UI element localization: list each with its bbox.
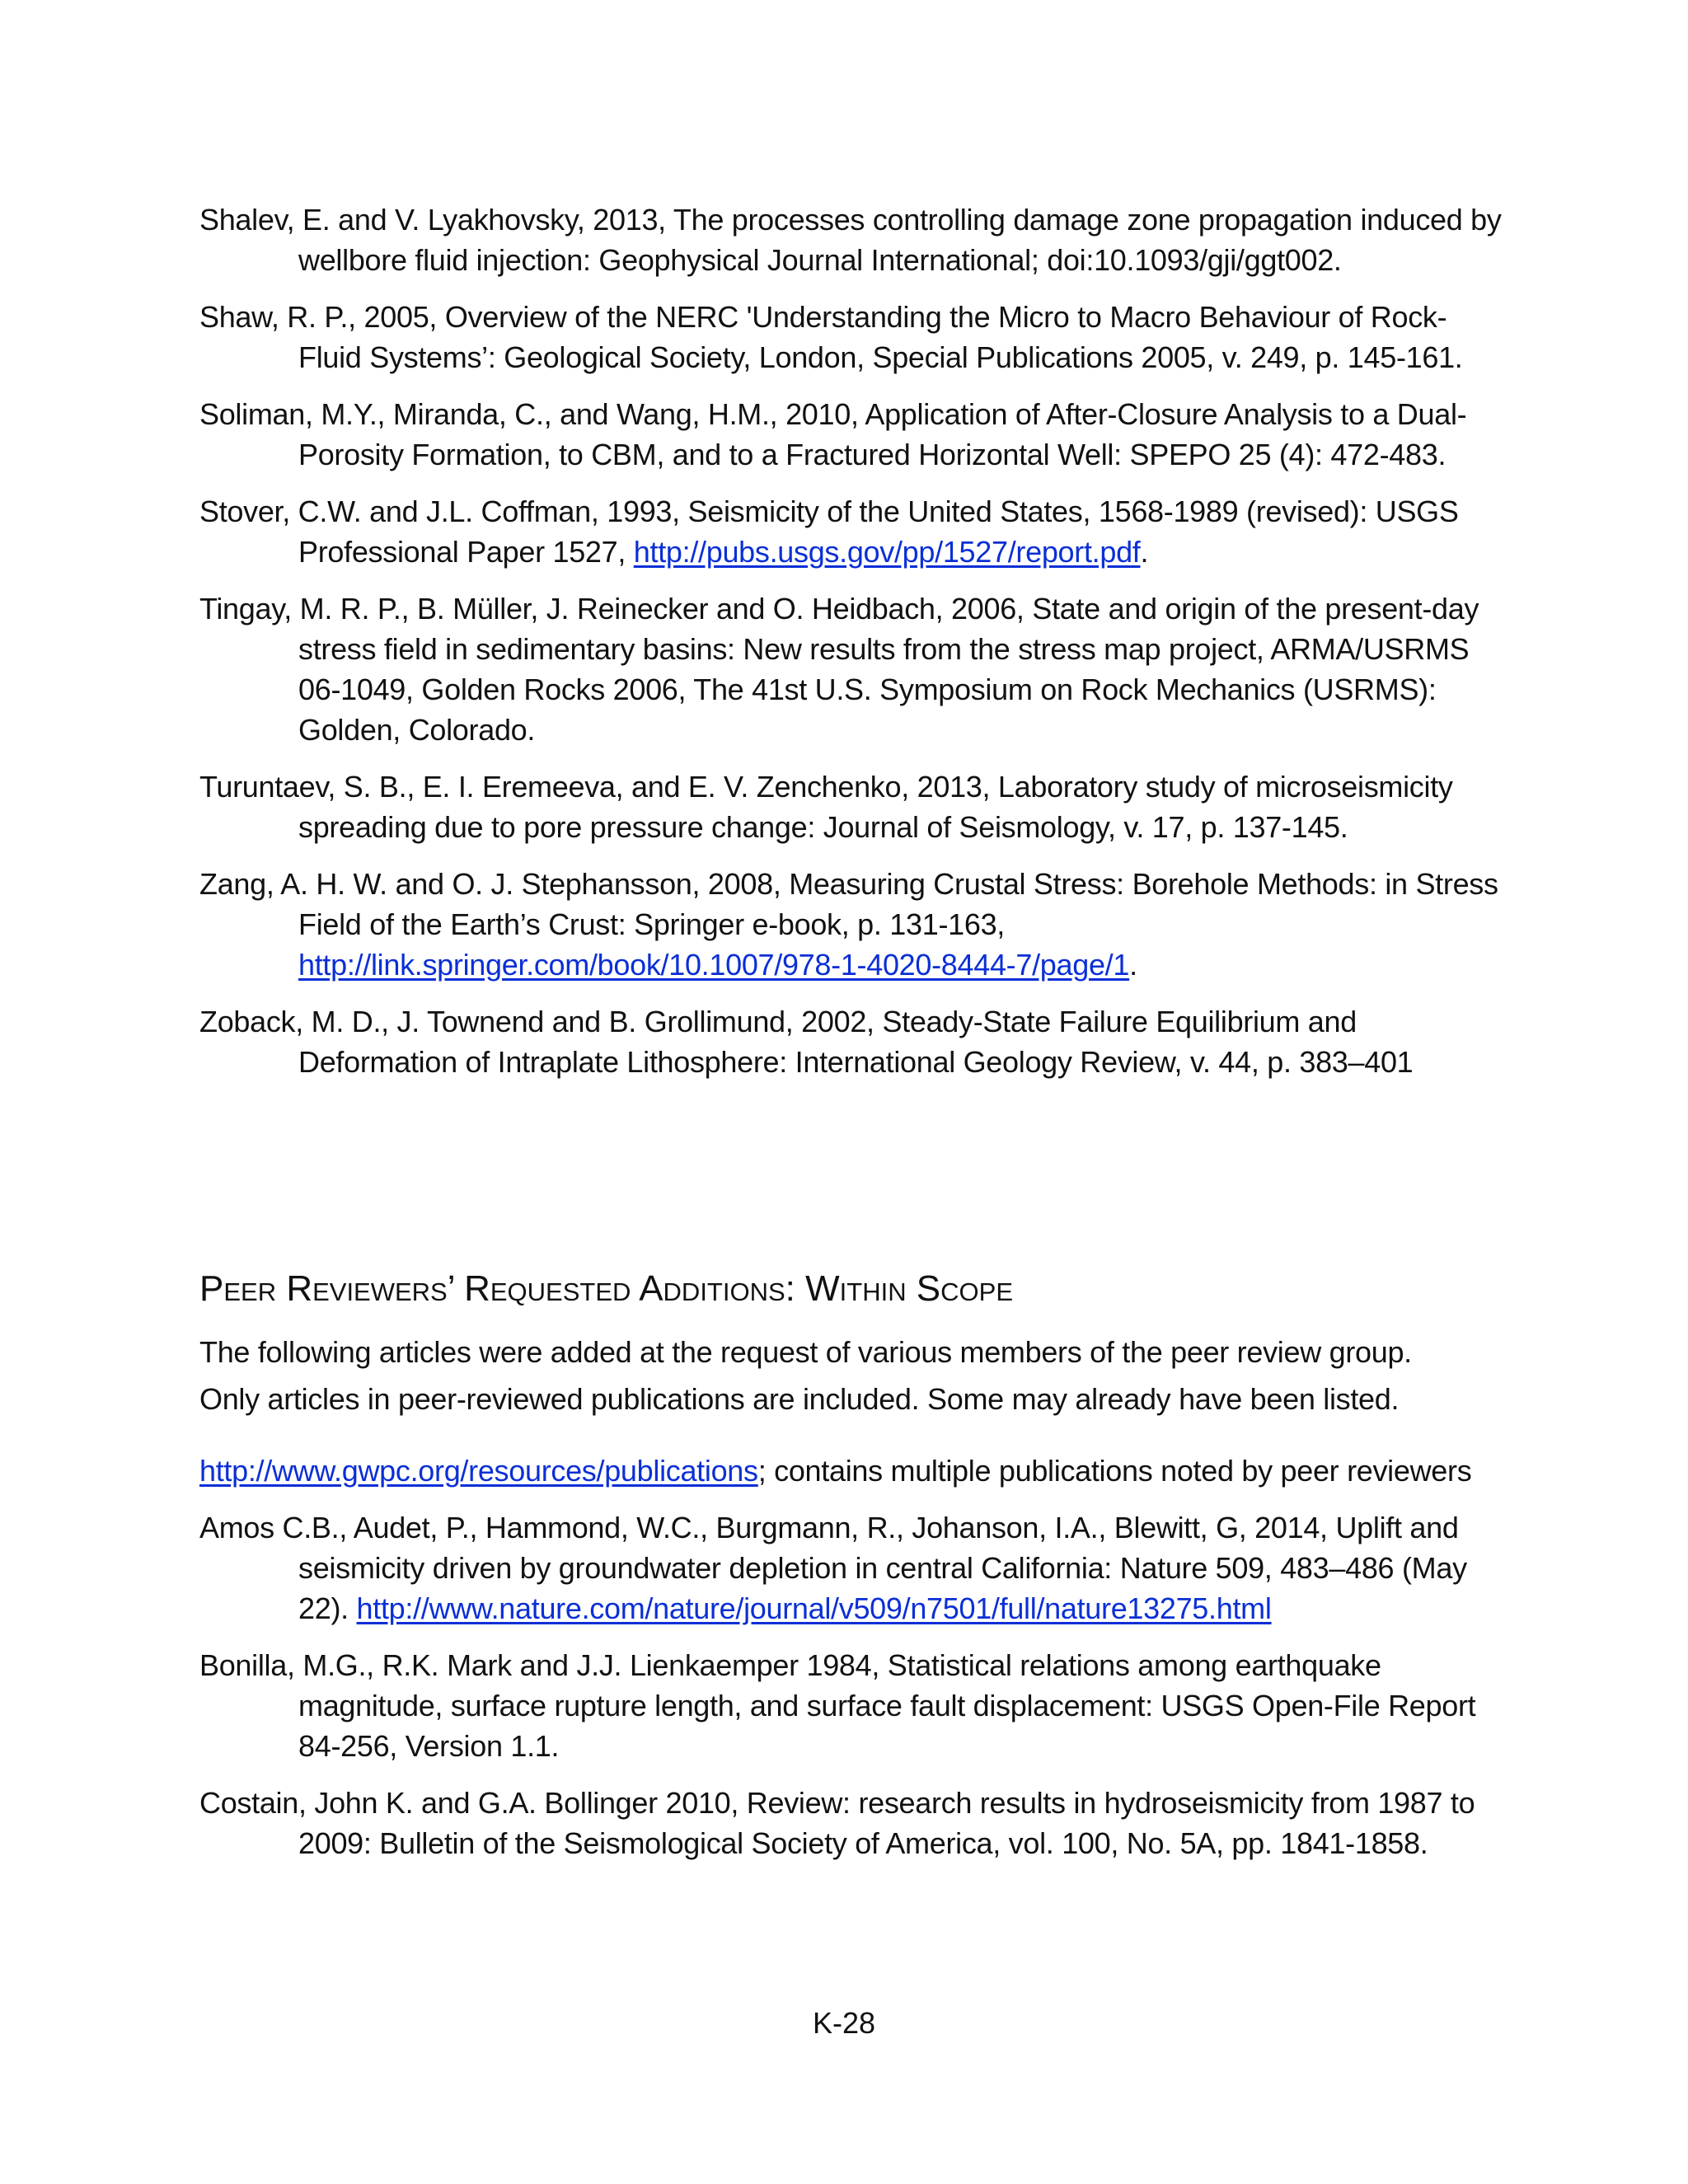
section-heading: Peer Reviewers’ Requested Additions: Within Scope xyxy=(199,1268,1014,1309)
reference-link[interactable]: http://www.nature.com/nature/journal/v509/n7501/full/nature13275.html xyxy=(356,1591,1272,1625)
reference-entry: Amos C.B., Audet, P., Hammond, W.C., Burgmann, R., Johanson, I.A., Blewitt, G, 2014, Uplift and seismicity driven by groundwater depletion in central California: Nature 509, 483–486 (May 22). http://www.nature.com/nature/journal/v509/n7501/full/nature13275.html xyxy=(199,1511,1467,1625)
reference-entry: Costain, John K. and G.A. Bollinger 2010, Review: research results in hydroseismicity from 1987 to 2009: Bulletin of the Seismological Society of America, vol. 100, No. 5A, pp. 1841-1858. xyxy=(199,1786,1475,1860)
intro-line: Only articles in peer-reviewed publications are included. Some may already have been listed. xyxy=(199,1382,1400,1416)
reference-link[interactable]: http://link.springer.com/book/10.1007/978-1-4020-8444-7/page/1 xyxy=(298,948,1130,982)
section-intro xyxy=(199,1329,1518,1422)
reference-entry: Shaw, R. P., 2005, Overview of the NERC 'Understanding the Micro to Macro Behaviour of Rock-Fluid Systems’: Geological Society, London, Special Publications 2005, v. 249, p. 145-161. xyxy=(199,300,1463,374)
reference-entry: Stover, C.W. and J.L. Coffman, 1993, Seismicity of the United States, 1568-1989 (revised): USGS Professional Paper 1527, http://pubs.usgs.gov/pp/1527/report.pdf. xyxy=(199,494,1459,569)
intro-line: The following articles were added at the request of various members of the peer review group. xyxy=(199,1335,1412,1369)
page-number: K-28 xyxy=(812,2006,876,2040)
reference-entry: Turuntaev, S. B., E. I. Eremeeva, and E. V. Zenchenko, 2013, Laboratory study of microseismicity spreading due to pore pressure change: Journal of Seismology, v. 17, p. 137-145. xyxy=(199,770,1453,844)
references-list-bottom xyxy=(199,1451,1502,1880)
reference-entry: http://www.gwpc.org/resources/publications; contains multiple publications noted by peer reviewers xyxy=(199,1454,1472,1488)
reference-entry: Soliman, M.Y., Miranda, C., and Wang, H.M., 2010, Application of After-Closure Analysis to a Dual-Porosity Formation, to CBM, and to a Fractured Horizontal Well: SPEPO 25 (4): 472-483. xyxy=(199,397,1467,471)
reference-link[interactable]: http://pubs.usgs.gov/pp/1527/report.pdf xyxy=(633,535,1141,569)
reference-entry: Bonilla, M.G., R.K. Mark and J.J. Lienkaemper 1984, Statistical relations among earthquake magnitude, surface rupture length, and surface fault displacement: USGS Open-File Report 84-256, Version 1.1. xyxy=(199,1648,1476,1763)
reference-entry: Tingay, M. R. P., B. Müller, J. Reinecker and O. Heidbach, 2006, State and origin of the present-day stress field in sedimentary basins: New results from the stress map project, ARMA/USRMS 06-1049, Golden Rocks 2006, The 41st U.S. Symposium on Rock Mechanics (USRMS): Golden, Colorado. xyxy=(199,592,1479,747)
references-list-top xyxy=(199,199,1502,1099)
reference-entry: Shalev, E. and V. Lyakhovsky, 2013, The processes controlling damage zone propagation induced by wellbore fluid injection: Geophysical Journal International; doi:10.1093/gji/ggt002. xyxy=(199,203,1502,277)
reference-link[interactable]: http://www.gwpc.org/resources/publications xyxy=(199,1454,758,1488)
reference-entry: Zang, A. H. W. and O. J. Stephansson, 2008, Measuring Crustal Stress: Borehole Methods: in Stress Field of the Earth’s Crust: Springer e-book, p. 131-163, http://link.springer.com/book/10.1007/978-1-4020-8444-7/page/1. xyxy=(199,867,1498,982)
reference-entry: Zoback, M. D., J. Townend and B. Grollimund, 2002, Steady-State Failure Equilibrium and Deformation of Intraplate Lithosphere: International Geology Review, v. 44, p. 383–401 xyxy=(199,1005,1414,1079)
